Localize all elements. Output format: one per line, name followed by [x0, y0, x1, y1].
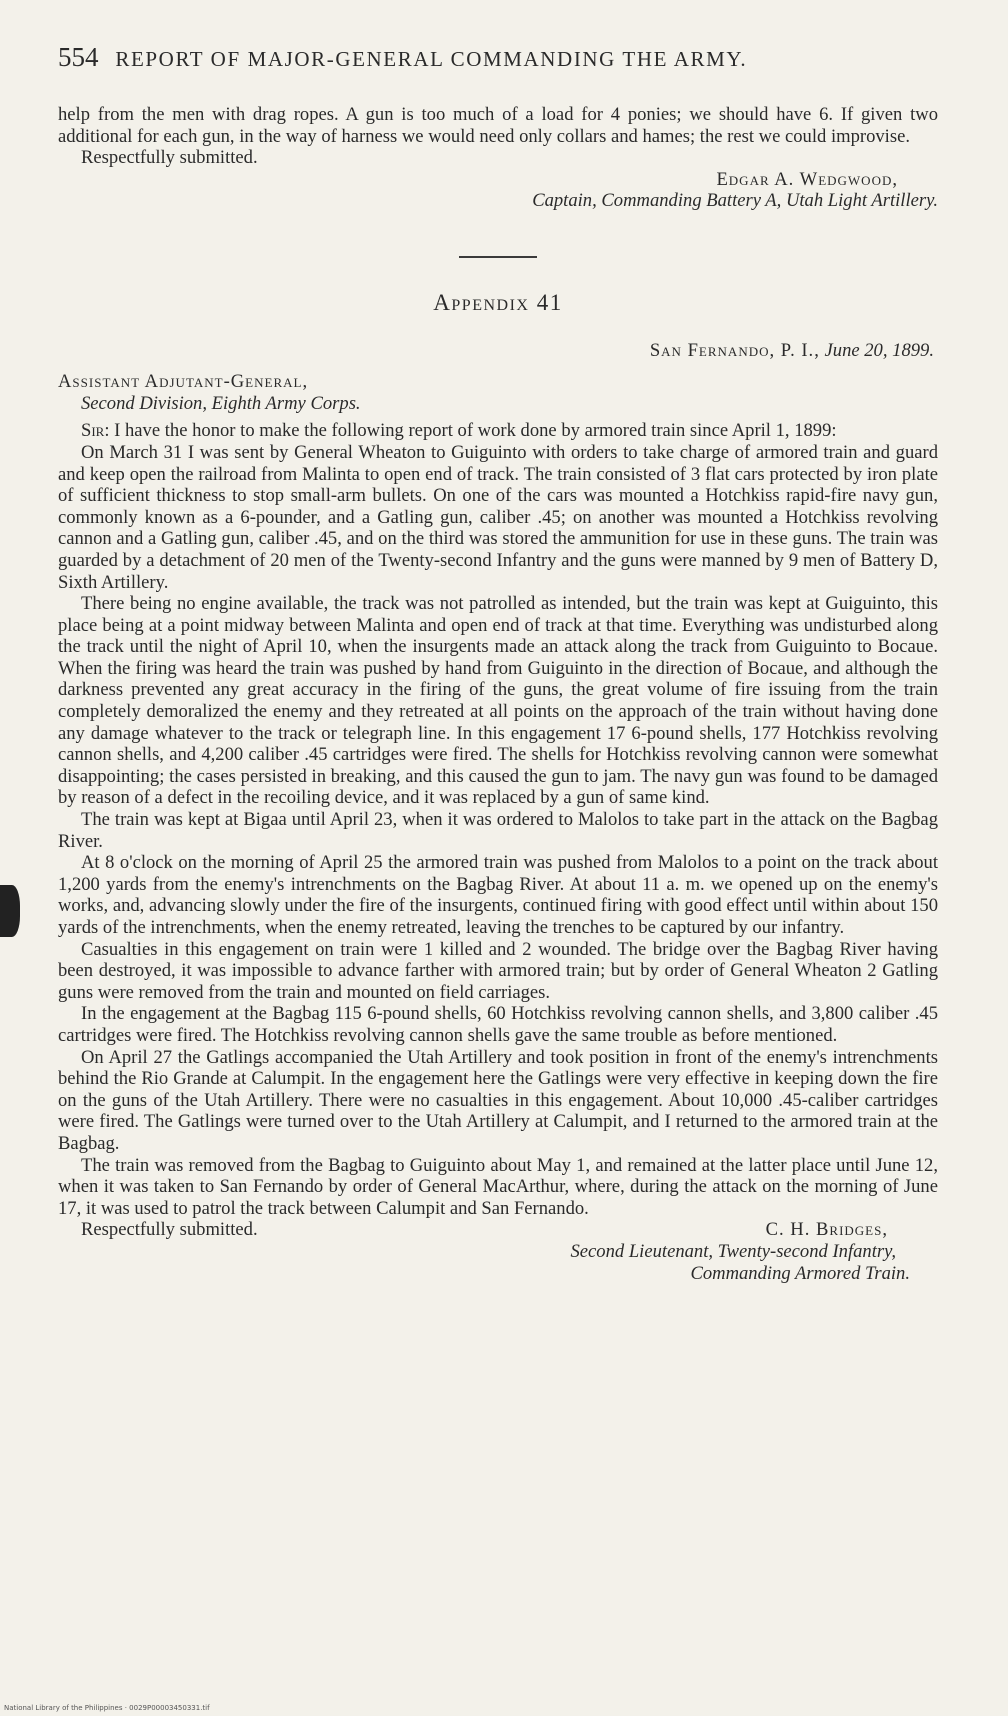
intro-signer-title: Captain, Commanding Battery A, Utah Light Artillery.	[532, 190, 938, 212]
section-divider	[459, 256, 537, 258]
report-signer-title-2: Commanding Armored Train.	[690, 1262, 910, 1284]
addressee-line-1: Assistant Adjutant-General,	[58, 371, 309, 393]
report-closing-row	[58, 1219, 938, 1241]
appendix-title: Appendix 41	[433, 289, 563, 315]
scan-footer: National Library of the Philippines · 0029P00003450331.tif	[4, 1704, 210, 1712]
report-paragraph-9: The train was removed from the Bagbag to Guiguinto about May 1, and remained at the latter place until June 12, when it was taken to San Fernando by order of General MacArthur, where, during the attack on the morning of June 17, it was used to patrol the track between Calumpit and San Fernando.	[58, 1154, 938, 1219]
page-number: 554	[58, 42, 99, 72]
dateline	[58, 340, 938, 362]
report-paragraph-1	[58, 420, 938, 442]
intro-signer-name: Edgar A. Wedgwood,	[716, 168, 898, 190]
report-closing: Respectfully submitted.	[81, 1219, 258, 1241]
report-paragraph-6: Casualties in this engagement on train were 1 killed and 2 wounded. The bridge over the Bagbag River having been destroyed, it was impossible to advance farther with armored train; but by order of General Wheaton 2 Gatling guns were removed from the train and mounted on field carriages.	[58, 938, 938, 1003]
binding-shadow	[0, 885, 20, 937]
report-paragraph-2: On March 31 I was sent by General Wheaton to Guiguinto with orders to take charge of armored train and guard and keep open the railroad from Malinta to open end of track. The train consisted of 3 flat cars protected by iron plate of sufficient thickness to stop small-arm bullets. On one of the cars was mounted a Hotchkiss rapid-fire navy gun, commonly known as a 6-pounder, and a Gatling gun, caliber .45; on another was mounted a Hotchkiss revolving cannon and a Gatling gun, caliber .45, and on the third was stored the ammunition for use in these guns. The train was guarded by a detachment of 20 men of the Twenty-second Infantry and the guns were manned by 9 men of Battery D, Sixth Artillery.	[58, 441, 938, 593]
intro-signature-title-line	[58, 190, 938, 212]
report-paragraph-4: The train was kept at Bigaa until April 23, when it was ordered to Malolos to take part in the attack on the Bagbag River.	[58, 809, 938, 852]
page-header	[58, 42, 958, 73]
running-title: REPORT OF MAJOR-GENERAL COMMANDING THE ARMY.	[115, 47, 748, 71]
intro-paragraph: help from the men with drag ropes. A gun is too much of a load for 4 ponies; we should have 6. If given two additional for each gun, in the way of harness we would need only collars and hames; the rest we could improvise.	[58, 104, 938, 147]
report-paragraph-7: In the engagement at the Bagbag 115 6-pound shells, 60 Hotchkiss revolving cannon shells, and 3,800 caliber .45 cartridges were fired. The Hotchkiss revolving cannon shells gave the same trouble as before mentioned.	[58, 1003, 938, 1046]
intro-signature-name-line	[58, 169, 938, 191]
report-signer-title-1: Second Lieutenant, Twenty-second Infantry,	[570, 1240, 896, 1262]
dateline-place: San Fernando, P. I.,	[649, 339, 820, 361]
dateline-date: June 20, 1899.	[824, 339, 934, 361]
report-paragraph-8: On April 27 the Gatlings accompanied the Utah Artillery and took position in front of the enemy's intrenchments behind the Rio Grande at Calumpit. In the engagement here the Gatlings were very effective in keeping down the fire on the guns of the Utah Artillery. There were no casualties in this engagement. About 10,000 .45-caliber cartridges were fired. The Gatlings were turned over to the Utah Artillery at Calumpit, and I returned to the armored train at the Bagbag.	[58, 1046, 938, 1154]
report-signer-name: C. H. Bridges,	[765, 1219, 888, 1241]
report-paragraph-1-text: I have the honor to make the following report of work done by armored train since April 1, 1899:	[114, 420, 837, 442]
intro-closing: Respectfully submitted.	[81, 147, 258, 169]
salutation: Sir:	[81, 420, 110, 442]
report-paragraph-5: At 8 o'clock on the morning of April 25 the armored train was pushed from Malolos to a point on the track about 1,200 yards from the enemy's intrenchments on the Bagbag River. At about 11 a. m. we opened up on the enemy's works, and, advancing slowly under the fire of the insurgents, continued firing with good effect until within about 150 yards of the intrenchments, when the enemy retreated, leaving the trenches to be captured by our infantry.	[58, 852, 938, 938]
addressee-line-2: Second Division, Eighth Army Corps.	[81, 392, 361, 414]
page-body	[58, 104, 938, 1284]
report-paragraph-3: There being no engine available, the track was not patrolled as intended, but the train was kept at Guiguinto, this place being at a point midway between Malinta and open end of track at that time. Everything was undisturbed along the track until the night of April 10, when the insurgents made an attack along the track from Guiguinto to Bocaue. When the firing was heard the train was pushed by hand from Guiguinto in the direction of Bocaue, and although the darkness prevented any great accuracy in the firing of the guns, the great volume of fire issuing from the train completely demoralized the enemy and they retreated at all points on the approach of the train without having done any damage whatever to the track or telegraph line. In this engagement 17 6-pound shells, 177 Hotchkiss revolving cannon shells, and 4,200 caliber .45 cartridges were fired. The shells for Hotchkiss revolving cannon were somewhat disappointing; the cases persisted in breaking, and this caused the gun to jam. The navy gun was found to be damaged by reason of a defect in the recoiling device, and it was replaced by a gun of same kind.	[58, 593, 938, 809]
